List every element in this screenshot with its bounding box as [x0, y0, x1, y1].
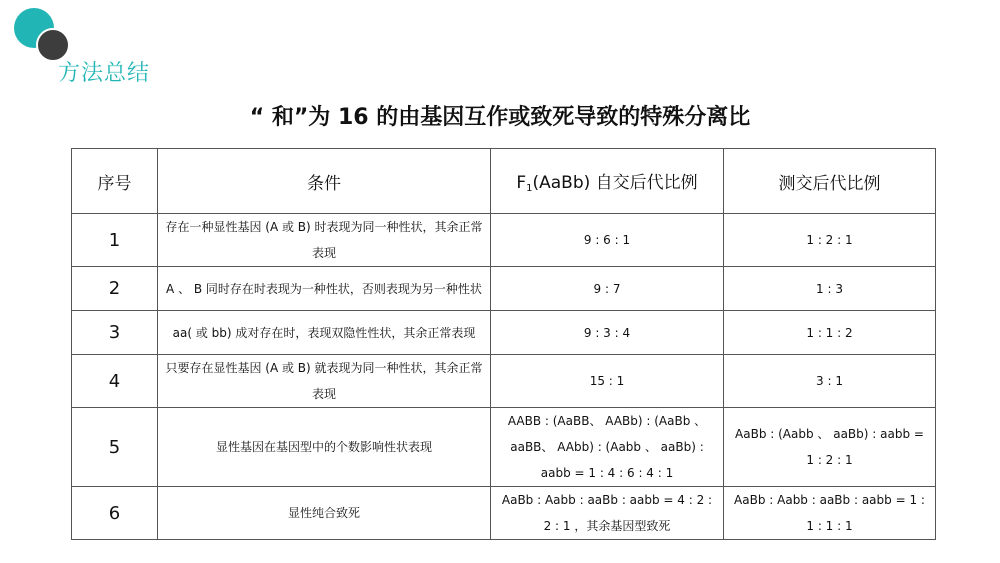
row-testcross-ratio: 1 : 2 : 1 — [724, 214, 936, 267]
row-condition: 存在一种显性基因 (A 或 B) 时表现为同一种性状，其余正常表现 — [158, 214, 491, 267]
row-condition: 显性纯合致死 — [158, 487, 491, 540]
row-index: 3 — [72, 311, 158, 355]
page-title: “ 和”为 16 的由基因互作或致死导致的特殊分离比 — [249, 105, 751, 130]
row-index: 5 — [72, 408, 158, 487]
ratio-table — [71, 148, 936, 540]
row-testcross-ratio: AaBb : Aabb : aaBb : aabb = 1 : 1 : 1 : 1 — [724, 487, 936, 540]
row-testcross-ratio: AaBb : (Aabb 、 aaBb) : aabb = 1 : 2 : 1 — [724, 408, 936, 487]
row-condition: 显性基因在基因型中的个数影响性状表现 — [158, 408, 491, 487]
header-condition: 条件 — [158, 149, 491, 214]
header-f1-prefix: F — [516, 173, 527, 193]
table-row — [72, 487, 936, 540]
row-f1-ratio: AABB : (AaBB、 AABb) : (AaBb 、 aaBB、 AAbb) : (Aabb 、 aaBb) : aabb = 1 : 4 : 6 : 4 : 1 — [491, 408, 724, 487]
row-f1-ratio: 9 : 3 : 4 — [491, 311, 724, 355]
table-row — [72, 311, 936, 355]
row-f1-ratio: AaBb : Aabb : aaBb : aabb = 4 : 2 : 2 : 1 ，其余基因型致死 — [491, 487, 724, 540]
row-index: 2 — [72, 267, 158, 311]
header-index: 序号 — [72, 149, 158, 214]
table-row — [72, 355, 936, 408]
table-row — [72, 408, 936, 487]
row-condition: A 、 B 同时存在时表现为一种性状，否则表现为另一种性状 — [158, 267, 491, 311]
row-testcross-ratio: 1 : 1 : 2 — [724, 311, 936, 355]
row-index: 4 — [72, 355, 158, 408]
logo — [14, 8, 70, 54]
row-testcross-ratio: 1 : 3 — [724, 267, 936, 311]
row-f1-ratio: 9 : 7 — [491, 267, 724, 311]
header-testcross: 测交后代比例 — [724, 149, 936, 214]
row-f1-ratio: 9 : 6 : 1 — [491, 214, 724, 267]
row-f1-ratio: 15 : 1 — [491, 355, 724, 408]
table-row — [72, 214, 936, 267]
header-f1 — [491, 149, 724, 214]
table-row — [72, 267, 936, 311]
row-testcross-ratio: 3 : 1 — [724, 355, 936, 408]
table-header-row — [72, 149, 936, 214]
header-f1-sub: 1 — [526, 183, 533, 194]
section-title: 方法总结 — [58, 61, 151, 86]
row-condition: aa( 或 bb) 成对存在时，表现双隐性性状，其余正常表现 — [158, 311, 491, 355]
row-condition: 只要存在显性基因 (A 或 B) 就表现为同一种性状，其余正常表现 — [158, 355, 491, 408]
row-index: 1 — [72, 214, 158, 267]
row-index: 6 — [72, 487, 158, 540]
header-f1-suffix: (AaBb) 自交后代比例 — [532, 173, 698, 193]
